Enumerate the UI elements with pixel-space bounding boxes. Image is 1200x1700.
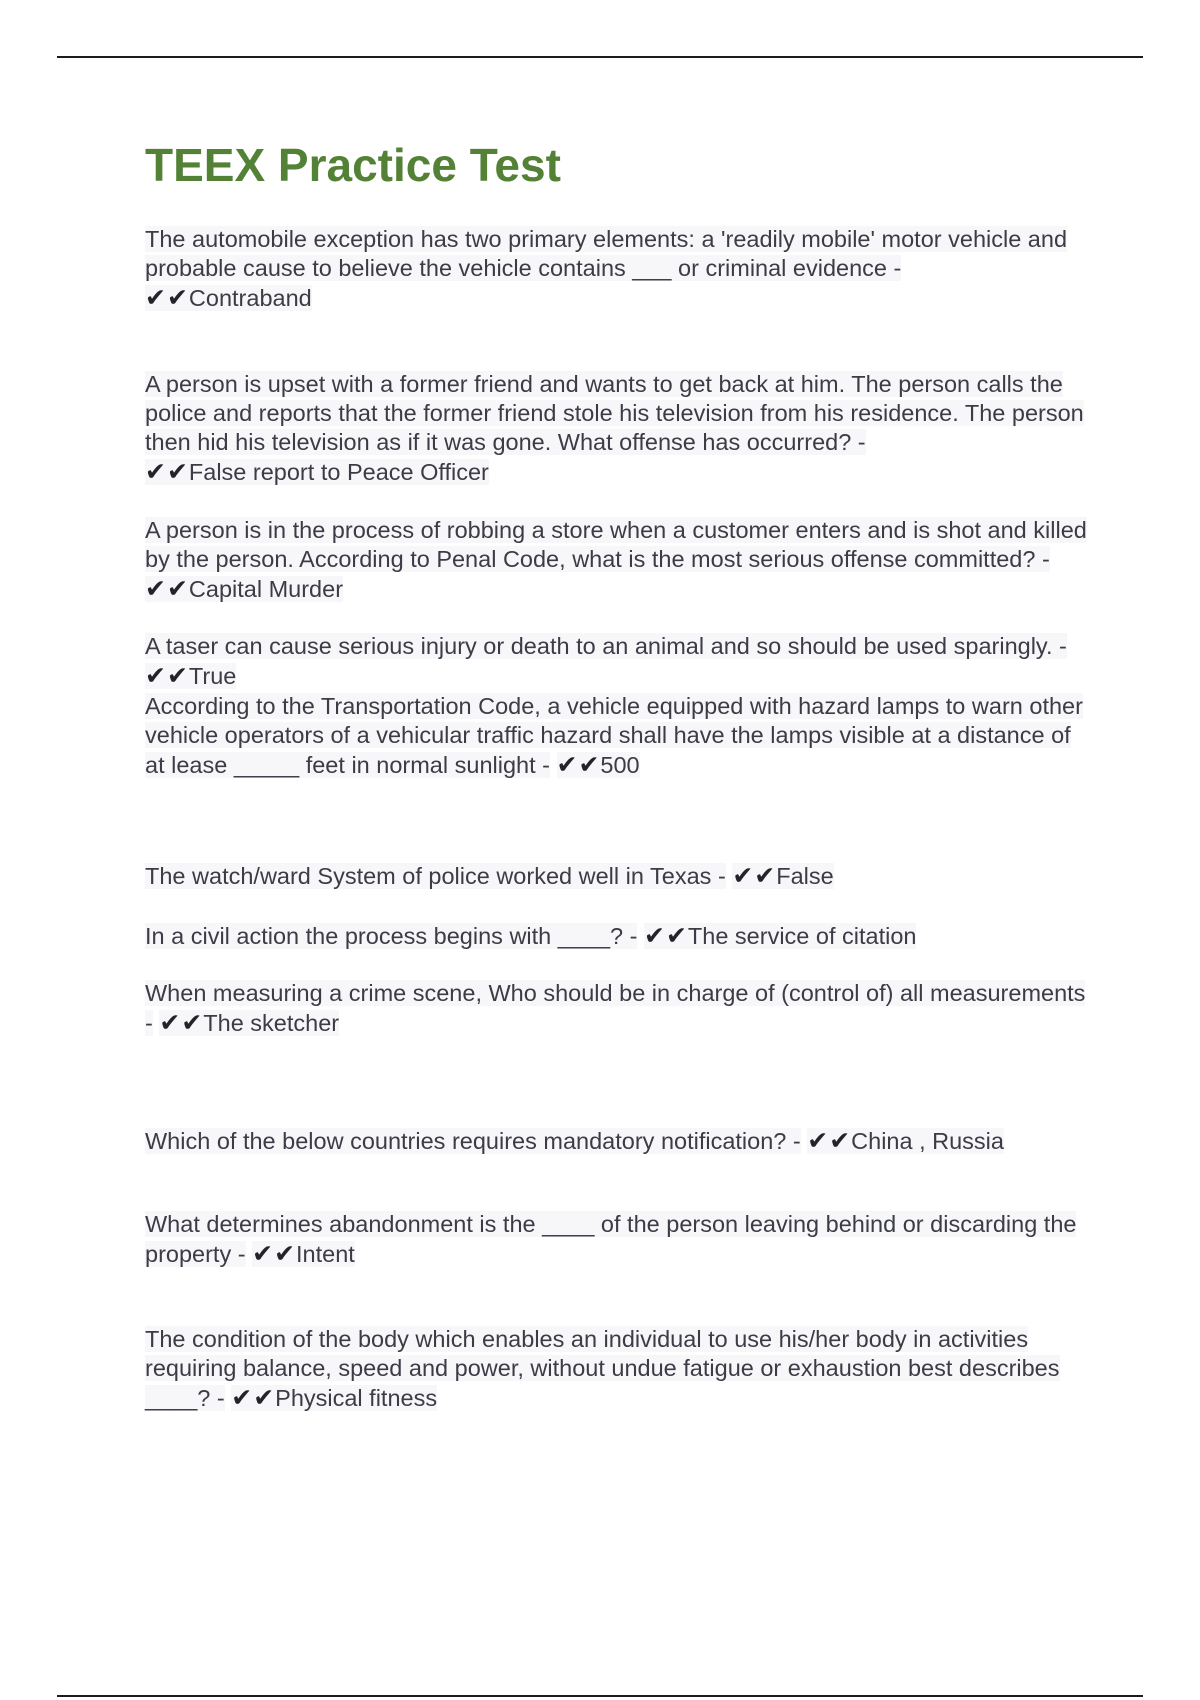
answer-text: Intent <box>296 1241 355 1267</box>
question-text: According to the Transportation Code, a vehicle equipped with hazard lamps to warn other vehicle operators of a vehicular traffic hazard shall have the lamps visible at a distance of at lease _____ feet in normal sunlight - <box>145 693 1083 778</box>
answer <box>732 863 833 889</box>
check-icon: ✔ <box>274 1239 296 1268</box>
check-icon: ✔ <box>145 457 166 486</box>
question-text: The condition of the body which enables an individual to use his/her body in activities requiring balance, speed and power, without undue fatigue or exhaustion best describes ____? - <box>145 1326 1060 1411</box>
check-icon: ✔ <box>166 457 188 486</box>
qa-item-10 <box>145 1210 1090 1269</box>
answer <box>807 1128 1004 1154</box>
question-text: The watch/ward System of police worked well in Texas - <box>145 863 726 889</box>
check-icon: ✔ <box>145 283 166 312</box>
qa-item-6 <box>145 861 1090 891</box>
question-text: A person is in the process of robbing a store when a customer enters and is shot and killed by the person. According to Penal Code, what is the most serious offense committed? - <box>145 517 1087 572</box>
check-icon: ✔ <box>252 1239 274 1268</box>
check-icon: ✔ <box>166 283 188 312</box>
qa-item-3 <box>145 516 1090 604</box>
check-icon: ✔ <box>253 1383 275 1412</box>
check-icon: ✔ <box>145 661 166 690</box>
answer <box>145 459 489 485</box>
check-icon: ✔ <box>231 1383 253 1412</box>
question-text: When measuring a crime scene, Who should be in charge of (control of) all measurements - <box>145 980 1086 1036</box>
check-icon: ✔ <box>644 921 665 950</box>
check-icon: ✔ <box>166 661 188 690</box>
answer-text: Contraband <box>188 285 312 311</box>
question-text: What determines abandonment is the ____ of the person leaving behind or discarding the property - <box>145 1211 1077 1267</box>
qa-item-1 <box>145 225 1090 313</box>
question-text: A taser can cause serious injury or death to an animal and so should be used sparingly. - <box>145 633 1067 659</box>
check-icon: ✔ <box>829 1126 851 1155</box>
qa-item-4 <box>145 632 1090 691</box>
answer <box>145 663 236 689</box>
answer <box>252 1241 355 1267</box>
answer <box>145 576 343 602</box>
check-icon: ✔ <box>145 574 166 603</box>
check-icon: ✔ <box>166 574 188 603</box>
page-header <box>145 140 1105 215</box>
answer <box>231 1385 437 1411</box>
check-icon: ✔ <box>807 1126 829 1155</box>
answer-text: The sketcher <box>203 1010 340 1036</box>
answer-text: The service of citation <box>687 923 917 949</box>
answer <box>145 285 312 311</box>
question-text: Which of the below countries requires mandatory notification? - <box>145 1128 801 1154</box>
check-icon: ✔ <box>181 1008 203 1037</box>
question-text: The automobile exception has two primary elements: a 'readily mobile' motor vehicle and probable cause to believe the vehicle contains ___ or criminal evidence - <box>145 226 1068 281</box>
bottom-rule <box>57 1695 1143 1697</box>
qa-item-2 <box>145 370 1090 487</box>
check-icon: ✔ <box>754 861 776 890</box>
answer-text: False report to Peace Officer <box>188 459 489 485</box>
qa-item-7 <box>145 921 1090 951</box>
answer-text: China , Russia <box>851 1128 1004 1154</box>
check-icon: ✔ <box>578 750 600 779</box>
answer-text: Physical fitness <box>275 1385 438 1411</box>
answer-text: False <box>776 863 834 889</box>
question-text: In a civil action the process begins with ____? - <box>145 923 638 949</box>
answer-text: 500 <box>600 752 640 778</box>
qa-item-11 <box>145 1325 1090 1413</box>
qa-item-5 <box>145 692 1090 780</box>
answer-text: Capital Murder <box>188 576 344 602</box>
question-text: A person is upset with a former friend and wants to get back at him. The person calls the police and reports that the former friend stole his television from his residence. The person then hid his television as if it was gone. What offense has occurred? - <box>145 371 1084 455</box>
check-icon: ✔ <box>159 1008 181 1037</box>
check-icon: ✔ <box>665 921 687 950</box>
top-rule <box>57 56 1143 58</box>
answer-text: True <box>188 663 237 689</box>
answer <box>557 752 640 778</box>
check-icon: ✔ <box>732 861 754 890</box>
qa-item-9 <box>145 1126 1090 1156</box>
qa-item-8 <box>145 979 1090 1038</box>
check-icon: ✔ <box>556 750 578 779</box>
page-title: TEEX Practice Test <box>145 139 561 191</box>
answer <box>159 1010 339 1036</box>
answer <box>644 923 916 949</box>
